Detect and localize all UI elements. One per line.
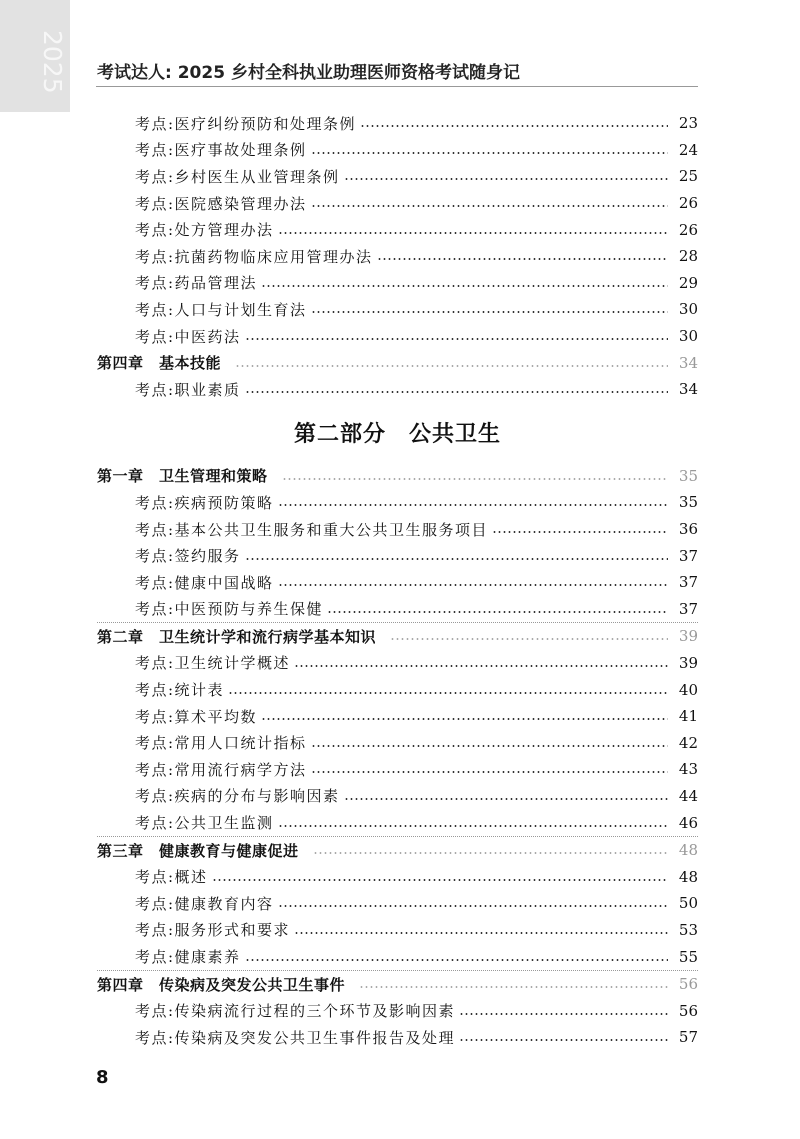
toc-entry-page: 23	[678, 114, 698, 133]
toc-entry-page: 30	[678, 327, 698, 346]
toc-topic-entry[interactable]	[97, 783, 698, 810]
toc-entry-label: 考点:医疗纠纷预防和处理条例	[135, 114, 357, 133]
dot-leader	[278, 232, 668, 234]
toc-block-1	[97, 110, 698, 403]
toc-entry-page: 36	[678, 520, 698, 539]
dot-leader	[390, 638, 668, 640]
toc-chapter-entry[interactable]	[97, 622, 698, 650]
toc-topic-entry[interactable]	[97, 676, 698, 703]
toc-entry-page: 35	[678, 466, 698, 485]
toc-entry-page: 30	[678, 300, 698, 319]
dot-leader	[278, 905, 668, 907]
toc-entry-page: 37	[678, 599, 698, 618]
toc-entry-page: 39	[678, 653, 698, 672]
toc-topic-entry[interactable]	[97, 1024, 698, 1051]
toc-entry-label: 考点:疾病的分布与影响因素	[135, 787, 340, 806]
toc-entry-page: 55	[678, 947, 698, 966]
toc-entry-label: 考点:健康中国战略	[135, 573, 274, 592]
dot-leader	[344, 798, 668, 800]
toc-entry-page: 56	[678, 1001, 698, 1020]
toc-entry-label: 第四章 传染病及突发公共卫生事件	[97, 975, 346, 994]
dot-leader	[359, 986, 668, 988]
toc-topic-entry[interactable]	[97, 163, 698, 190]
toc-entry-label: 考点:常用人口统计指标	[135, 734, 307, 753]
dot-leader	[311, 771, 668, 773]
toc-chapter-entry[interactable]	[97, 463, 698, 490]
dot-leader	[278, 825, 668, 827]
dot-leader	[245, 959, 668, 961]
toc-entry-label: 考点:卫生统计学概述	[135, 654, 291, 673]
toc-entry-page: 29	[678, 273, 698, 292]
toc-entry-page: 56	[678, 975, 698, 994]
toc-entry-page: 46	[678, 813, 698, 832]
header-rule	[96, 86, 698, 87]
toc-entry-page: 28	[678, 247, 698, 266]
toc-chapter-entry[interactable]	[97, 349, 698, 376]
dot-leader	[282, 478, 668, 480]
toc-entry-label: 第一章 卫生管理和策略	[97, 467, 268, 486]
toc-topic-entry[interactable]	[97, 569, 698, 596]
toc-entry-label: 考点:常用流行病学方法	[135, 760, 307, 779]
dot-leader	[459, 1013, 668, 1015]
toc-entry-label: 考点:中医预防与养生保健	[135, 600, 324, 619]
part-title: 第二部分 公共卫生	[293, 421, 501, 448]
toc-topic-entry[interactable]	[97, 890, 698, 917]
toc-entry-page: 57	[678, 1028, 698, 1047]
toc-entry-page: 53	[678, 920, 698, 939]
table-of-contents	[97, 110, 698, 1051]
toc-entry-page: 35	[678, 493, 698, 512]
toc-topic-entry[interactable]	[97, 516, 698, 543]
toc-topic-entry[interactable]	[97, 943, 698, 970]
dot-leader	[261, 718, 668, 720]
toc-entry-page: 41	[678, 707, 698, 726]
dot-leader	[245, 558, 668, 560]
toc-entry-label: 考点:基本公共卫生服务和重大公共卫生服务项目	[135, 520, 489, 539]
toc-entry-label: 考点:传染病及突发公共卫生事件报告及处理	[135, 1028, 456, 1047]
toc-entry-label: 第四章 基本技能	[97, 354, 222, 373]
toc-topic-entry[interactable]	[97, 596, 698, 623]
dot-leader	[492, 531, 668, 533]
side-tab	[0, 0, 70, 112]
toc-topic-entry[interactable]	[97, 243, 698, 270]
toc-topic-entry[interactable]	[97, 110, 698, 137]
toc-entry-page: 40	[678, 680, 698, 699]
toc-entry-page: 44	[678, 786, 698, 805]
toc-topic-entry[interactable]	[97, 270, 698, 297]
toc-topic-entry[interactable]	[97, 542, 698, 569]
toc-entry-label: 考点:算术平均数	[135, 707, 258, 726]
toc-entry-label: 考点:人口与计划生育法	[135, 300, 307, 319]
dot-leader	[360, 125, 668, 127]
dot-leader	[327, 611, 668, 613]
dot-leader	[294, 665, 668, 667]
toc-topic-entry[interactable]	[97, 729, 698, 756]
side-tab-year: 2025	[38, 30, 67, 94]
toc-entry-label: 考点:健康素养	[135, 948, 241, 967]
toc-entry-label: 考点:统计表	[135, 681, 225, 700]
toc-entry-label: 考点:乡村医生从业管理条例	[135, 167, 340, 186]
toc-entry-label: 考点:医疗事故处理条例	[135, 141, 307, 160]
toc-entry-label: 考点:疾病预防策略	[135, 493, 274, 512]
toc-topic-entry[interactable]	[97, 756, 698, 783]
dot-leader	[228, 692, 668, 694]
toc-entry-label: 考点:概述	[135, 868, 208, 887]
dot-leader	[311, 311, 668, 313]
toc-topic-entry[interactable]	[97, 190, 698, 217]
dot-leader	[311, 152, 668, 154]
toc-entry-page: 39	[678, 627, 698, 646]
toc-topic-entry[interactable]	[97, 809, 698, 836]
toc-entry-label: 考点:处方管理办法	[135, 221, 274, 240]
dot-leader	[245, 391, 668, 393]
toc-topic-entry[interactable]	[97, 650, 698, 677]
toc-entry-label: 考点:职业素质	[135, 380, 241, 399]
toc-chapter-entry[interactable]	[97, 970, 698, 998]
dot-leader	[261, 285, 668, 287]
toc-entry-page: 48	[678, 867, 698, 886]
toc-entry-label: 考点:签约服务	[135, 547, 241, 566]
toc-topic-entry[interactable]	[97, 863, 698, 890]
toc-entry-page: 26	[678, 194, 698, 213]
page-number: 8	[96, 1067, 109, 1088]
toc-topic-entry[interactable]	[97, 997, 698, 1024]
toc-entry-page: 37	[678, 573, 698, 592]
toc-entry-page: 25	[678, 167, 698, 186]
toc-chapter-entry[interactable]	[97, 836, 698, 864]
toc-block-2	[97, 463, 698, 1051]
dot-leader	[344, 178, 668, 180]
toc-entry-label: 考点:服务形式和要求	[135, 921, 291, 940]
dot-leader	[313, 852, 668, 854]
toc-entry-label: 考点:抗菌药物临床应用管理办法	[135, 247, 373, 266]
toc-entry-label: 第三章 健康教育与健康促进	[97, 841, 299, 860]
toc-entry-label: 考点:传染病流行过程的三个环节及影响因素	[135, 1002, 456, 1021]
toc-entry-page: 50	[678, 894, 698, 913]
toc-entry-page: 43	[678, 760, 698, 779]
dot-leader	[311, 205, 668, 207]
dot-leader	[235, 365, 668, 367]
toc-entry-label: 考点:健康教育内容	[135, 894, 274, 913]
toc-entry-page: 34	[678, 353, 698, 372]
dot-leader	[278, 504, 668, 506]
dot-leader	[278, 584, 668, 586]
dot-leader	[311, 745, 668, 747]
dot-leader	[377, 258, 668, 260]
toc-topic-entry[interactable]	[97, 489, 698, 516]
toc-topic-entry[interactable]	[97, 917, 698, 944]
toc-topic-entry[interactable]	[97, 323, 698, 350]
toc-entry-page: 26	[678, 220, 698, 239]
toc-entry-page: 24	[678, 140, 698, 159]
toc-topic-entry[interactable]	[97, 137, 698, 164]
toc-entry-page: 42	[678, 733, 698, 752]
dot-leader	[459, 1039, 668, 1041]
toc-topic-entry[interactable]	[97, 216, 698, 243]
dot-leader	[245, 338, 668, 340]
running-head: 考试达人: 2025 乡村全科执业助理医师资格考试随身记	[97, 63, 520, 83]
toc-entry-label: 第二章 卫生统计学和流行病学基本知识	[97, 627, 377, 646]
toc-entry-page: 37	[678, 546, 698, 565]
toc-entry-label: 考点:中医药法	[135, 327, 241, 346]
toc-entry-label: 考点:医院感染管理办法	[135, 194, 307, 213]
toc-topic-entry[interactable]	[97, 376, 698, 403]
toc-entry-label: 考点:公共卫生监测	[135, 814, 274, 833]
toc-entry-label: 考点:药品管理法	[135, 274, 258, 293]
toc-topic-entry[interactable]	[97, 296, 698, 323]
dot-leader	[294, 932, 668, 934]
toc-topic-entry[interactable]	[97, 703, 698, 730]
toc-entry-page: 48	[678, 841, 698, 860]
dot-leader	[212, 879, 668, 881]
toc-entry-page: 34	[678, 380, 698, 399]
